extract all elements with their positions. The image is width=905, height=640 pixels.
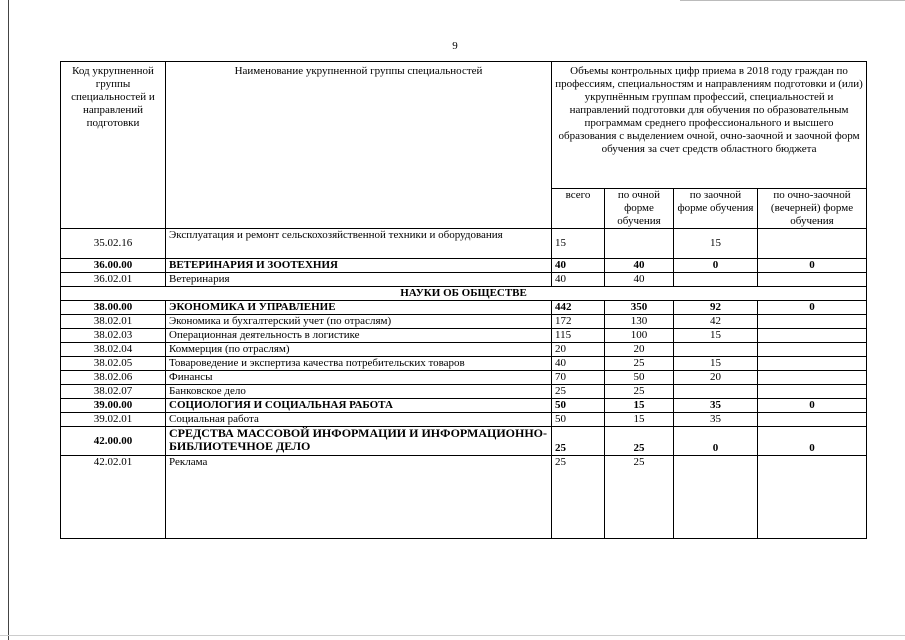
row-name: ВЕТЕРИНАРИЯ И ЗООТЕХНИЯ: [166, 259, 552, 273]
row-name: Эксплуатация и ремонт сельскохозяйственной техники и оборудования: [166, 229, 552, 259]
row-code: 38.02.06: [61, 371, 166, 385]
row-full-time: 40: [605, 273, 674, 287]
row-evening: [758, 385, 867, 399]
row-extramural: 35: [674, 399, 758, 413]
row-name: ЭКОНОМИКА И УПРАВЛЕНИЕ: [166, 301, 552, 315]
table-row: [61, 371, 867, 385]
row-total: 50: [552, 413, 605, 427]
row-evening: 0: [758, 427, 867, 456]
row-total: 25: [552, 427, 605, 456]
row-code: 39.02.01: [61, 413, 166, 427]
row-code: 35.02.16: [61, 229, 166, 259]
table-header-row: [61, 62, 867, 189]
row-name: Банковское дело: [166, 385, 552, 399]
row-evening: [758, 273, 867, 287]
row-extramural: 15: [674, 329, 758, 343]
row-full-time: 25: [605, 427, 674, 456]
row-total: 70: [552, 371, 605, 385]
row-total: 115: [552, 329, 605, 343]
header-name: Наименование укрупненной группы специальностей: [166, 62, 552, 229]
table-row: [61, 413, 867, 427]
row-total: 40: [552, 357, 605, 371]
row-code: 38.02.03: [61, 329, 166, 343]
section-title: НАУКИ ОБ ОБЩЕСТВЕ: [61, 287, 867, 301]
row-evening: 0: [758, 259, 867, 273]
row-extramural: 0: [674, 259, 758, 273]
row-total: 40: [552, 273, 605, 287]
row-name: Товароведение и экспертиза качества потребительских товаров: [166, 357, 552, 371]
row-code: 36.00.00: [61, 259, 166, 273]
row-name: СРЕДСТВА МАССОВОЙ ИНФОРМАЦИИ И ИНФОРМАЦИОННО-БИБЛИОТЕЧНОЕ ДЕЛО: [166, 427, 552, 456]
row-extramural: [674, 273, 758, 287]
row-code: 36.02.01: [61, 273, 166, 287]
row-full-time: 25: [605, 357, 674, 371]
header-full-time: по очной форме обучения: [605, 189, 674, 229]
table-row: [61, 385, 867, 399]
row-code: 42.00.00: [61, 427, 166, 456]
row-extramural: 0: [674, 427, 758, 456]
table-row: [61, 229, 867, 259]
left-margin-rule: [8, 0, 9, 640]
row-name: Операционная деятельность в логистике: [166, 329, 552, 343]
row-evening: [758, 315, 867, 329]
row-total: 20: [552, 343, 605, 357]
row-total: 442: [552, 301, 605, 315]
row-total: 25: [552, 385, 605, 399]
row-evening: [758, 456, 867, 539]
header-code: Код укрупненной группы специальностей и направлений подготовки: [61, 62, 166, 229]
row-full-time: 350: [605, 301, 674, 315]
header-total: всего: [552, 189, 605, 229]
row-evening: [758, 343, 867, 357]
row-name: Социальная работа: [166, 413, 552, 427]
row-code: 38.02.05: [61, 357, 166, 371]
row-name: СОЦИОЛОГИЯ И СОЦИАЛЬНАЯ РАБОТА: [166, 399, 552, 413]
row-evening: [758, 371, 867, 385]
row-name: Ветеринария: [166, 273, 552, 287]
row-code: 42.02.01: [61, 456, 166, 539]
row-name: Коммерция (по отраслям): [166, 343, 552, 357]
row-evening: [758, 229, 867, 259]
table-row: [61, 259, 867, 273]
row-extramural: 15: [674, 229, 758, 259]
row-extramural: 42: [674, 315, 758, 329]
row-full-time: 20: [605, 343, 674, 357]
row-full-time: 100: [605, 329, 674, 343]
row-total: 172: [552, 315, 605, 329]
table-row: [61, 357, 867, 371]
row-extramural: 15: [674, 357, 758, 371]
row-evening: 0: [758, 301, 867, 315]
row-extramural: [674, 385, 758, 399]
row-total: 50: [552, 399, 605, 413]
row-full-time: 25: [605, 385, 674, 399]
row-code: 38.02.07: [61, 385, 166, 399]
table-row: [61, 343, 867, 357]
table-row: [61, 301, 867, 315]
row-full-time: 15: [605, 413, 674, 427]
table-row: [61, 273, 867, 287]
row-extramural: 92: [674, 301, 758, 315]
section-row: [61, 287, 867, 301]
table-row: [61, 399, 867, 413]
row-name: Экономика и бухгалтерский учет (по отраслям): [166, 315, 552, 329]
table-row: [61, 315, 867, 329]
row-full-time: 25: [605, 456, 674, 539]
admission-table: [60, 61, 867, 539]
row-code: 39.00.00: [61, 399, 166, 413]
row-full-time: 40: [605, 259, 674, 273]
row-total: 40: [552, 259, 605, 273]
bottom-margin-rule: [0, 635, 905, 636]
row-extramural: 20: [674, 371, 758, 385]
row-evening: [758, 357, 867, 371]
row-total: 25: [552, 456, 605, 539]
row-full-time: [605, 229, 674, 259]
row-full-time: 15: [605, 399, 674, 413]
table-row: [61, 329, 867, 343]
row-evening: [758, 413, 867, 427]
row-extramural: [674, 456, 758, 539]
row-total: 15: [552, 229, 605, 259]
row-code: 38.00.00: [61, 301, 166, 315]
header-evening: по очно-заочной (вечерней) форме обучения: [758, 189, 867, 229]
row-evening: 0: [758, 399, 867, 413]
header-extramural: по заочной форме обучения: [674, 189, 758, 229]
row-extramural: [674, 343, 758, 357]
row-name: Финансы: [166, 371, 552, 385]
row-extramural: 35: [674, 413, 758, 427]
row-code: 38.02.01: [61, 315, 166, 329]
row-name: Реклама: [166, 456, 552, 539]
page-number: 9: [452, 40, 458, 52]
row-code: 38.02.04: [61, 343, 166, 357]
header-volumes: Объемы контрольных цифр приема в 2018 году граждан по профессиям, специальностям и направлениям подготовки и (или) укрупнённым группам профессий, специальностей и направлений подготовки для обучения по образовательным программам среднего профессионального и высшего образования с выделением очной, очно-заочной и заочной форм обучения за счет средств областного бюджета: [552, 62, 867, 189]
top-margin-rule: [680, 0, 905, 1]
table-row: [61, 427, 867, 456]
row-full-time: 130: [605, 315, 674, 329]
table-row: [61, 456, 867, 539]
row-evening: [758, 329, 867, 343]
row-full-time: 50: [605, 371, 674, 385]
